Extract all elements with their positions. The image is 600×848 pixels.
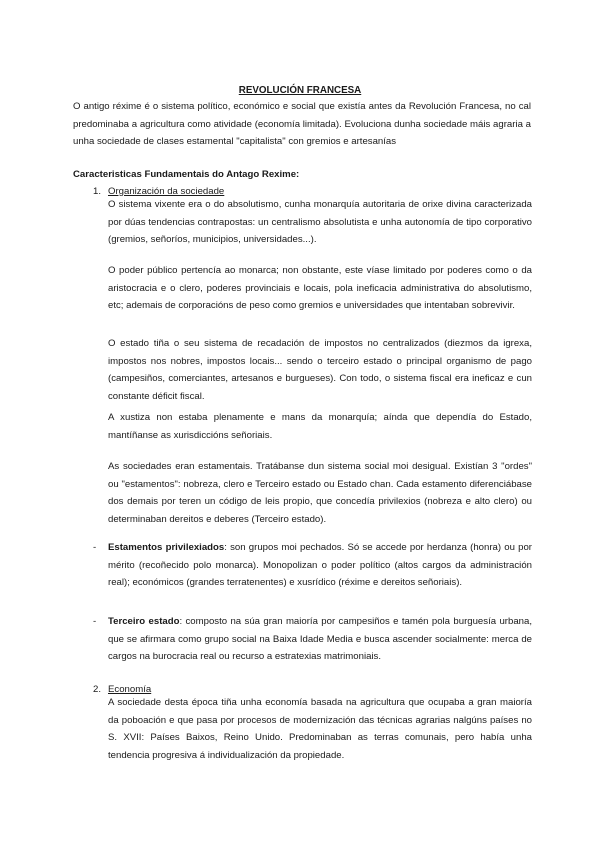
item-1-paragraph-3: O estado tiña o seu sistema de recadación de impostos no centralizados (diezmos da igrexa, impostos nos nobres, impostos locais... sendo o terceiro estado o principal organismo de pago (campesiños, comerciantes, artesanos e burgueses). Con todo, o sistema fiscal era ineficaz e cun constante déficit fiscal. — [108, 338, 532, 402]
item-1-paragraph-5: As sociedades eran estamentais. Tratábanse dun sistema social moi desigual. Existían 3 "ordes" ou "estamentos": nobreza, clero e Terceiro estado ou Estado chan. Cada estamento diferenciábase dos demais por teren un código de leis propio, que concedía privilexios (nobreza e alto clero) ou determinaban dereitos e deberes (Terceiro estado). — [108, 461, 532, 525]
item-1-number: 1. — [93, 186, 102, 197]
bullet-1-text: : son grupos moi pechados. Só se accede por herdanza (honra) ou por mérito (recoñecido polo monarca). Monopolizan o poder político (altos cargos da administración real); económicos (grandes terratenentes) e xusrídico (réxime e dereitos señoriais). — [108, 542, 533, 588]
bullet-1-paragraph — [108, 539, 532, 592]
item-1-paragraph-2: O poder público pertencía ao monarca; non obstante, este víase limitado por poderes como o da aristocracia e o clero, poderes provinciais e locais, pola ineficacia administrativa do absolutismo, etc; ademais de corporacións de peso como gremios e universidades que intentaban sobrevivir. — [108, 265, 532, 311]
item-2-number: 2. — [93, 684, 102, 695]
intro-paragraph: O antigo réxime é o sistema político, económico e social que existía antes da Revolución Francesa, no cal predominaba a agricultura como atividade (economía limitada). Evoluciona dunha sociedade máis agraria a unha sociedade de clases estamental "capitalista" con gremios e artesanías — [73, 101, 531, 147]
section-heading: Caracteristicas Fundamentais do Antago Rexime: — [73, 169, 300, 180]
item-2-paragraph-1: A sociedade desta época tiña unha economía basada na agricultura que ocupaba a gran maioría da poboación e que pasa por procesos de modernización das técnicas agrarias nalgúns países no S. XVII: Países Baixos, Reino Unido. Predominaban as terras comunais, pero había unha tendencia progresiva á individualización da propiedade. — [108, 697, 532, 761]
item-1-paragraph-4: A xustiza non estaba plenamente e mans da monarquía; aínda que dependía do Estado, mantíñanse as xurisdiccións señoriais. — [108, 412, 532, 441]
bullet-1-marker: - — [93, 542, 97, 553]
bullet-2-text: : composto na súa gran maioría por campesiños e tamén pola burguesía urbana, que se afirmara como grupo social na Baixa Idade Media e busca ascender socialmente: merca de cargos na burocracia real ou recurso a estratexias matrimoniais. — [108, 616, 532, 662]
item-1-paragraph-1: O sistema vixente era o do absolutismo, cunha monarquía autoritaria de orixe divina caracterizada por dúas tendencias contrapostas: un centralismo absolutista e unha autonomía de tipo corporativo (gremios, señoríos, municipios, universidades...). — [108, 199, 532, 245]
bullet-2-term: Terceiro estado — [108, 616, 180, 627]
bullet-2-paragraph — [108, 613, 532, 666]
item-1-title: Organización da sociedade — [108, 186, 225, 197]
bullet-2-marker: - — [93, 616, 97, 627]
item-2-title: Economía — [108, 684, 152, 695]
document-title: REVOLUCIÓN FRANCESA — [238, 85, 362, 96]
bullet-1-term: Estamentos privilexiados — [108, 542, 225, 553]
